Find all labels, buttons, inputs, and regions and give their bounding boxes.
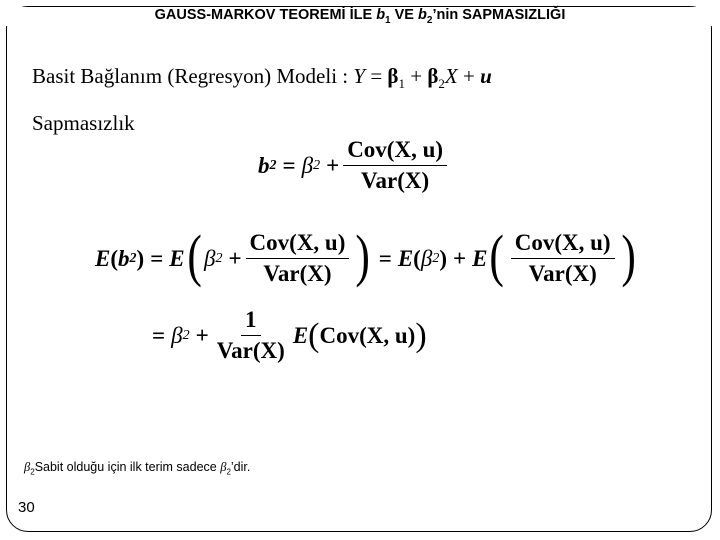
eq2-beta-2-sub: 2 xyxy=(432,250,440,266)
eq1-fraction xyxy=(343,137,447,194)
equation-expectation: E ( b 2 ) = E ( β 2 + $\frac{\text{Cov(X, u)}}{\text{Var(X)}}$ ) = E ( β 2 ) + E ( $\frac{\text{Cov(X, u)}}{\text{Var(X)}}$ ) xyxy=(95,222,636,288)
title-b1-sub: 1 xyxy=(385,14,391,26)
eq3-open-paren: ( xyxy=(308,316,320,354)
model-y: Y xyxy=(353,64,366,88)
eq3-e: E xyxy=(292,322,309,348)
model-u: u xyxy=(480,64,492,88)
eq1-beta-sub: 2 xyxy=(313,157,321,173)
eq2-beta: β xyxy=(203,245,216,271)
eq2-beta-2: β xyxy=(420,245,433,271)
note-suffix: ’dir. xyxy=(230,460,251,474)
eq2-numerator-2: Cov(X, u) xyxy=(511,230,615,259)
eq3-fraction xyxy=(213,307,289,364)
eq3-beta-sub: 2 xyxy=(182,327,190,343)
eq2-close-paren: ) xyxy=(355,222,371,288)
eq1-numerator: Cov(X, u) xyxy=(343,137,447,166)
model-eq: = xyxy=(365,64,388,88)
eq2-numerator-1: Cov(X, u) xyxy=(246,230,350,259)
eq2-e-left: E xyxy=(95,245,111,271)
model-label: Basit Bağlanım (Regresyon) Modeli : xyxy=(32,64,354,88)
title-b2: b xyxy=(418,7,427,23)
note-beta-2: β xyxy=(220,460,227,474)
eq1-plus: + xyxy=(326,152,340,178)
eq2-equals-2: = xyxy=(378,245,392,271)
eq1-denominator: Var(X) xyxy=(361,168,430,193)
eq2-beta-sub: 2 xyxy=(215,250,223,266)
eq1-b-sub: 2 xyxy=(269,157,277,173)
model-beta2: β xyxy=(427,64,439,88)
note-text: Sabit olduğu için ilk terim sadece xyxy=(34,460,221,474)
eq2-e-mid: E xyxy=(169,245,185,271)
eq2-e-last: E xyxy=(472,245,488,271)
eq2-b-sub: 2 xyxy=(129,250,137,266)
model-plus: + xyxy=(404,64,428,88)
eq2-denominator-1: Var(X) xyxy=(263,261,332,286)
footnote xyxy=(24,460,250,477)
eq2-equals-1: = xyxy=(150,245,164,271)
eq3-denominator: Var(X) xyxy=(216,338,285,363)
eq2-b: b xyxy=(118,245,130,271)
eq1-equals: = xyxy=(282,152,296,178)
title-text: GAUSS-MARKOV TEOREMİ İLE xyxy=(154,7,377,23)
eq2-fraction-1 xyxy=(246,230,350,287)
eq2-close-paren-2: ) xyxy=(621,222,636,288)
eq2-fraction-2 xyxy=(511,230,615,287)
eq2-e-right: E xyxy=(397,245,414,271)
slide-title xyxy=(0,7,720,26)
eq2-open-paren-2: ( xyxy=(489,222,505,288)
title-b1: b xyxy=(376,7,386,23)
note-beta-sub: 2 xyxy=(30,467,35,477)
note-beta-2-sub: 2 xyxy=(226,467,231,477)
eq3-equals: = xyxy=(152,322,166,348)
equation-b2 xyxy=(258,137,451,194)
eq1-b: b xyxy=(258,152,270,178)
title-suffix: ’nin SAPMASIZLIĞI xyxy=(432,7,566,23)
model-plus2: + xyxy=(457,64,481,88)
title-mid: VE xyxy=(390,7,419,23)
note-beta: β xyxy=(24,460,31,474)
model-beta2-sub: 2 xyxy=(438,76,445,92)
model-x: X xyxy=(444,64,458,88)
eq3-numerator: 1 xyxy=(241,307,261,336)
eq1-beta: β xyxy=(301,152,314,178)
regression-model-line xyxy=(32,64,492,92)
model-beta1: β xyxy=(387,64,399,88)
title-b2-sub: 2 xyxy=(426,14,433,26)
eq2-plus-2: + xyxy=(452,245,467,271)
eq2-plus: + xyxy=(228,245,242,271)
eq2-open-paren: ( xyxy=(187,222,202,288)
eq3-close-paren: ) xyxy=(415,316,427,354)
eq2-denominator-2: Var(X) xyxy=(528,261,597,286)
eq3-beta: β xyxy=(171,322,183,348)
model-beta1-sub: 1 xyxy=(398,76,405,92)
equation-result xyxy=(152,307,427,364)
page-number: 30 xyxy=(18,499,35,516)
section-heading: Sapmasızlık xyxy=(32,111,135,135)
eq3-cov: Cov(X, u) xyxy=(319,322,416,348)
eq3-plus: + xyxy=(195,322,209,348)
